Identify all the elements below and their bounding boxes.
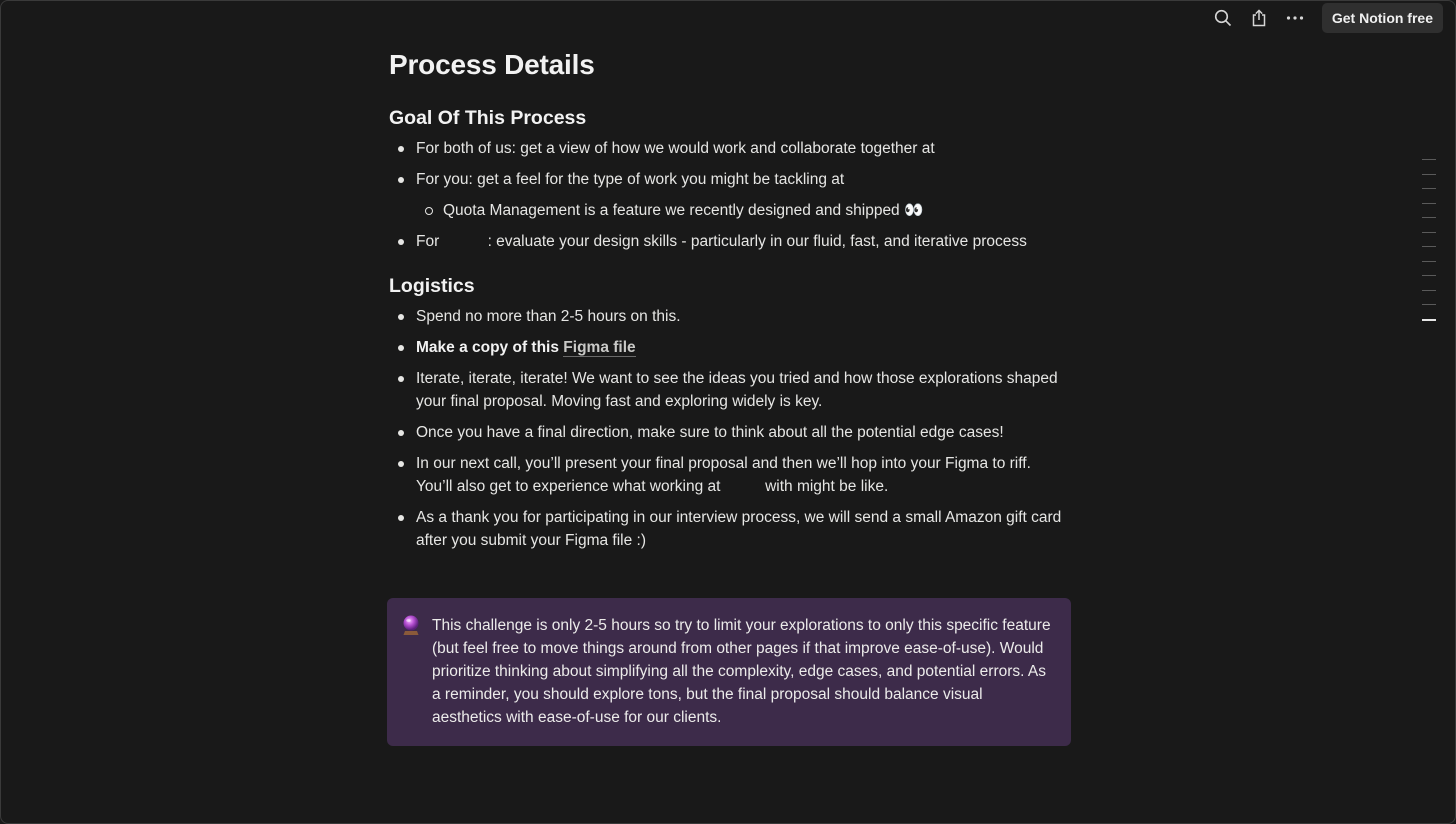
goal-list <box>389 137 1069 253</box>
list-item <box>389 452 1069 498</box>
callout-block <box>387 598 1071 746</box>
toc-tick[interactable] <box>1422 261 1436 262</box>
crystal-ball-icon <box>401 614 423 636</box>
logistics-heading: Logistics <box>389 275 475 297</box>
toc-tick-active[interactable] <box>1422 319 1436 321</box>
get-notion-free-button[interactable]: Get Notion free <box>1322 3 1443 33</box>
list-item <box>389 336 1069 359</box>
page-content <box>389 45 1069 560</box>
search-icon[interactable] <box>1208 4 1238 32</box>
redacted-text <box>444 235 488 249</box>
list-item-text: In our next call, you’ll present your final proposal and then we’ll hop into your Figma to riff. You’ll also get to experience what working at <box>416 455 1031 495</box>
list-item <box>389 230 1069 253</box>
list-item: For both of us: get a view of how we would work and collaborate together at <box>389 137 1069 160</box>
sub-list-item: Quota Management is a feature we recently designed and shipped 👀 <box>416 199 1069 222</box>
list-item <box>389 168 1069 222</box>
list-item: Spend no more than 2-5 hours on this. <box>389 305 1069 328</box>
list-item-text: For you: get a feel for the type of work you might be tackling at <box>416 171 845 188</box>
top-bar <box>1208 1 1455 35</box>
toc-tick[interactable] <box>1422 246 1436 247</box>
toc-tick[interactable] <box>1422 159 1436 160</box>
toc-tick[interactable] <box>1422 304 1436 305</box>
list-item: As a thank you for participating in our interview process, we will send a small Amazon gift card after you submit your Figma file :) <box>389 506 1069 552</box>
list-item-text: with might be like. <box>765 478 889 495</box>
toc-tick[interactable] <box>1422 203 1436 204</box>
toc-tick[interactable] <box>1422 188 1436 189</box>
list-item: Once you have a final direction, make sure to think about all the potential edge cases! <box>389 421 1069 444</box>
list-item: Iterate, iterate, iterate! We want to see the ideas you tried and how those explorations shaped your final proposal. Moving fast and exploring widely is key. <box>389 367 1069 413</box>
logistics-list <box>389 305 1069 552</box>
sub-list <box>416 199 1069 222</box>
figma-file-link[interactable]: Figma file <box>563 339 636 356</box>
page-title: Process Details <box>389 49 595 80</box>
toc-tick[interactable] <box>1422 275 1436 276</box>
share-icon[interactable] <box>1244 4 1274 32</box>
list-item-suffix: : evaluate your design skills - particularly in our fluid, fast, and iterative process <box>487 233 1027 250</box>
toc-tick[interactable] <box>1422 290 1436 291</box>
table-of-contents-minimap[interactable] <box>1422 159 1438 334</box>
list-item-prefix: For <box>416 233 440 250</box>
toc-tick[interactable] <box>1422 174 1436 175</box>
redacted-text <box>725 480 761 494</box>
more-horizontal-icon[interactable] <box>1280 4 1310 32</box>
goal-heading: Goal Of This Process <box>389 107 587 129</box>
toc-tick[interactable] <box>1422 232 1436 233</box>
callout-text: This challenge is only 2-5 hours so try to limit your explorations to only this specific feature (but feel free to move things around from other pages if that improve ease-of-use). Would prioritize thinking about simplifying all the complexity, edge cases, and potential errors. As a reminder, you should explore tons, but the final proposal should balance visual aesthetics with ease-of-use for our clients. <box>432 617 1051 726</box>
list-item-bold: Make a copy of this <box>416 339 564 356</box>
toc-tick[interactable] <box>1422 217 1436 218</box>
